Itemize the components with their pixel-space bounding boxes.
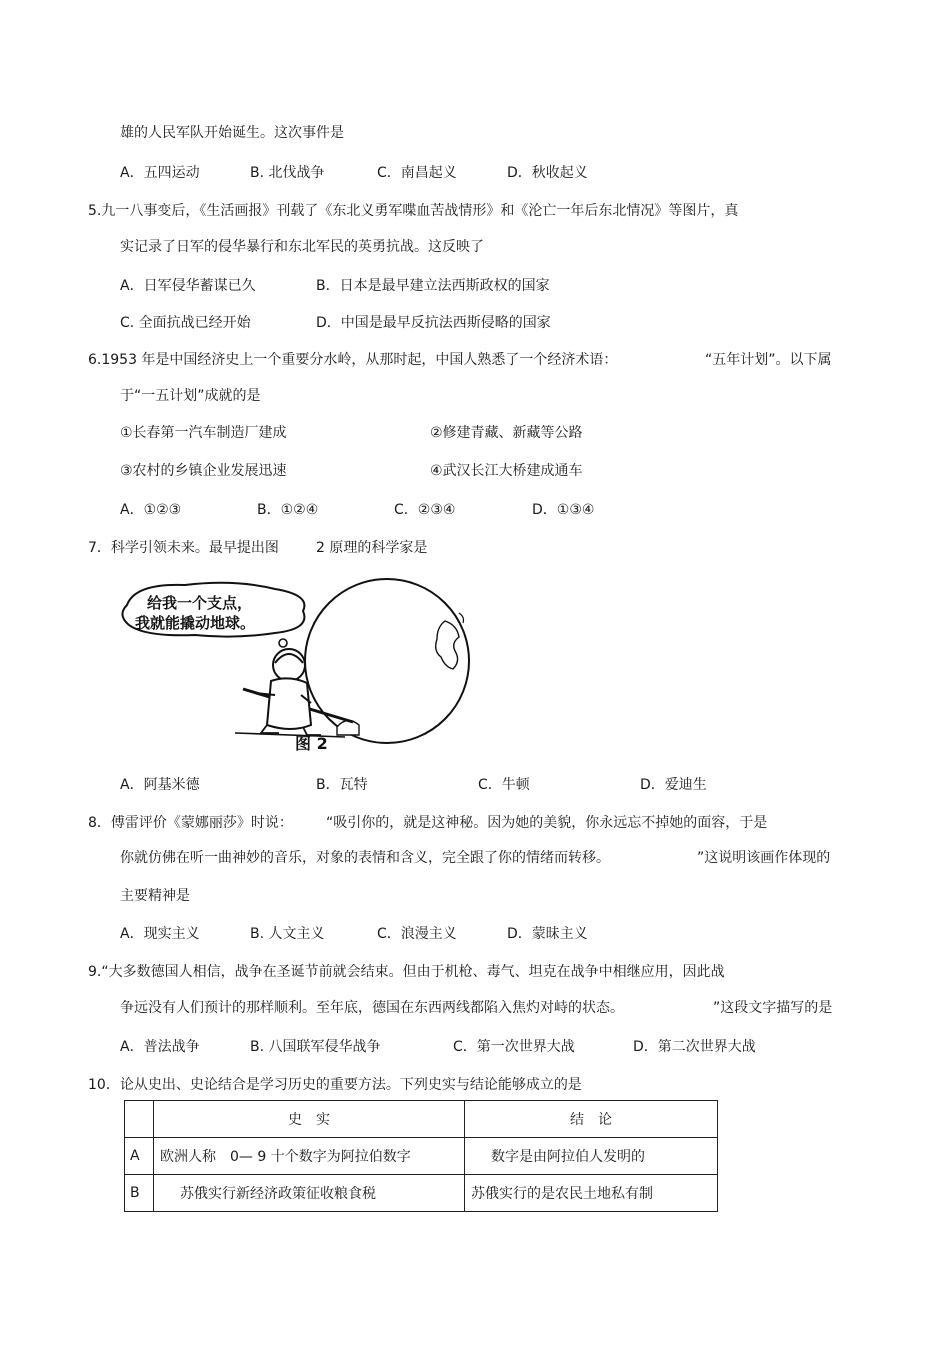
table-header-blank — [125, 1101, 154, 1138]
q7-stem-a: 7．科学引领未来。最早提出图 — [88, 540, 279, 556]
q8-option-d: D．蒙昧主义 — [507, 926, 588, 942]
q8-stem-line1a: 8．傅雷评价《蒙娜丽莎》时说： — [88, 815, 293, 831]
q7-option-d: D．爱迪生 — [640, 777, 707, 793]
lever-cartoon-illustration — [115, 577, 475, 752]
table-header-conclusion: 结 论 — [465, 1101, 718, 1138]
q5-option-d: D．中国是最早反抗法西斯侵略的国家 — [316, 315, 551, 331]
q6-option-c: C．②③④ — [394, 502, 456, 518]
q7-option-a: A．阿基米德 — [120, 777, 200, 793]
q7-stem-b: 2 原理的科学家是 — [316, 540, 428, 556]
table-row — [125, 1175, 718, 1212]
q8-option-c: C．浪漫主义 — [377, 926, 457, 942]
row-label: B — [125, 1175, 154, 1212]
q6-option-d: D．①③④ — [532, 502, 595, 518]
row-conclusion: 苏俄实行的是农民土地私有制 — [465, 1175, 718, 1212]
q9-stem-line2a: 争远没有人们预计的那样顺利。至年底，德国在东西两线都陷入焦灼对峙的状态。 — [120, 1000, 624, 1016]
q6-item-2: ②修建青藏、新藏等公路 — [430, 425, 583, 441]
table-row — [125, 1138, 718, 1175]
row-label: A — [125, 1138, 154, 1175]
q8-stem-line2a: 你就仿佛在听一曲神妙的音乐，对象的表情和含义，完全跟了你的情绪而转移。 — [120, 850, 610, 866]
q4-stem: 雄的人民军队开始诞生。这次事件是 — [120, 125, 344, 141]
row-fact: 苏俄实行新经济政策征收粮食税 — [154, 1175, 465, 1212]
q7-option-c: C．牛顿 — [478, 777, 530, 793]
q8-option-b: B. 人文主义 — [250, 926, 325, 942]
q8-stem-line1b: “吸引你的，就是这神秘。因为她的美貌，你永远忘不掉她的面容，于是 — [326, 815, 768, 831]
q7-option-b: B．瓦特 — [316, 777, 368, 793]
q8-stem-line3: 主要精神是 — [120, 888, 190, 904]
q5-stem-line2: 实记录了日军的侵华暴行和东北军民的英勇抗战。这反映了 — [120, 239, 484, 255]
q5-stem-line1: 5.九一八事变后，《生活画报》刊载了《东北义勇军喋血苦战情形》和《沦亡一年后东北情况》等图片，真 — [88, 203, 739, 219]
history-facts-table — [124, 1100, 718, 1212]
bubble-line-2: 我就能撬动地球。 — [135, 614, 256, 632]
q6-stem-line1b: “五年计划”。以下属 — [705, 352, 832, 368]
q6-stem-line2: 于“一五计划”成就的是 — [120, 388, 261, 404]
q9-option-c: C．第一次世界大战 — [453, 1039, 575, 1055]
q8-option-a: A．现实主义 — [120, 926, 200, 942]
table-header-row — [125, 1101, 718, 1138]
q8-stem-line2b: ”这说明该画作体现的 — [697, 850, 831, 866]
q5-option-a: A．日军侵华蓄谋已久 — [120, 278, 256, 294]
q6-item-1: ①长春第一汽车制造厂建成 — [120, 425, 287, 441]
q6-stem-line1a: 6.1953 年是中国经济史上一个重要分水岭，从那时起，中国人熟悉了一个经济术语： — [88, 352, 618, 368]
person-body — [267, 678, 311, 729]
q9-option-a: A．普法战争 — [120, 1039, 200, 1055]
q5-option-c: C. 全面抗战已经开始 — [120, 315, 251, 331]
q6-option-a: A．①②③ — [120, 502, 182, 518]
row-fact: 欧洲人称 0— 9 十个数字为阿拉伯数字 — [154, 1138, 465, 1175]
q4-option-d: D．秋收起义 — [507, 165, 588, 181]
q5-option-b: B．日本是最早建立法西斯政权的国家 — [316, 278, 550, 294]
row-conclusion: 数字是由阿拉伯人发明的 — [465, 1138, 718, 1175]
table-header-fact: 史 实 — [154, 1101, 465, 1138]
bubble-dot — [279, 639, 287, 647]
q6-option-b: B．①②④ — [257, 502, 319, 518]
bubble-line-1: 给我一个支点， — [147, 594, 253, 612]
q9-stem-line1: 9.“大多数德国人相信，战争在圣诞节前就会结束。但由于机枪、毒气、坦克在战争中相继应用，因此战 — [88, 964, 725, 980]
archimedes-lever-figure — [115, 577, 475, 752]
q9-stem-line2b: ”这段文字描写的是 — [713, 1000, 833, 1016]
q9-option-b: B. 八国联军侵华战争 — [250, 1039, 381, 1055]
ground-line — [235, 733, 345, 737]
q6-item-3: ③农村的乡镇企业发展迅速 — [120, 463, 287, 479]
figure-caption: 图 2 — [295, 734, 328, 752]
q10-stem: 10．论从史出、史论结合是学习历史的重要方法。下列史实与结论能够成立的是 — [88, 1077, 582, 1093]
q4-option-a: A．五四运动 — [120, 165, 200, 181]
q4-option-c: C．南昌起义 — [377, 165, 457, 181]
q9-option-d: D．第二次世界大战 — [633, 1039, 756, 1055]
q4-option-b: B. 北伐战争 — [250, 165, 325, 181]
q6-item-4: ④武汉长江大桥建成通车 — [430, 463, 583, 479]
